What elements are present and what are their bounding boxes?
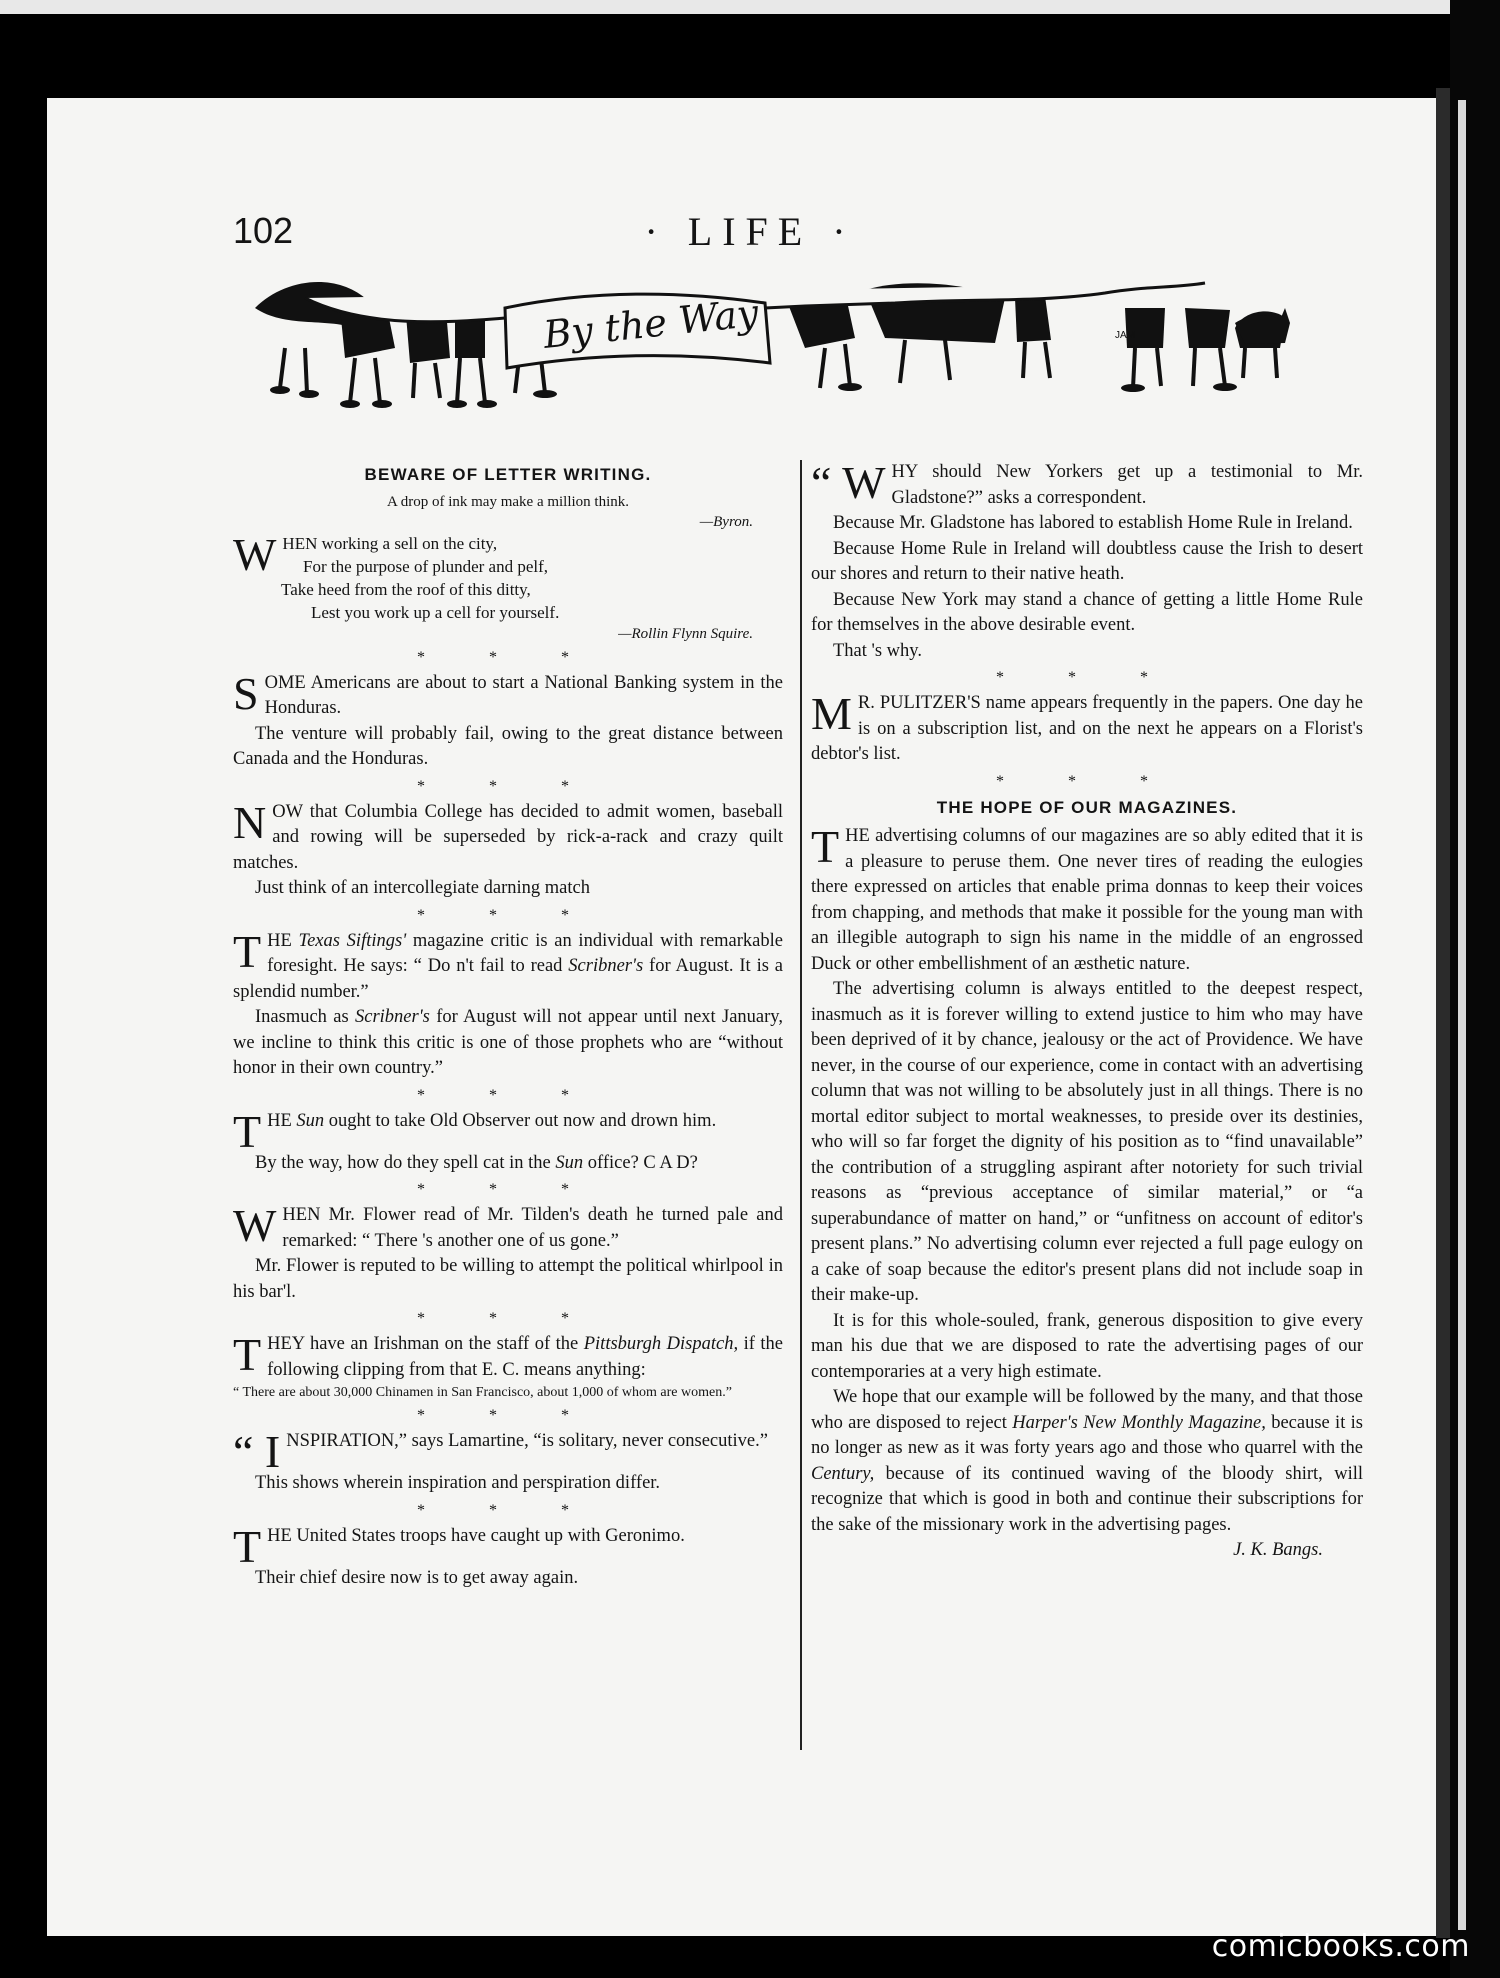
paragraph: SOME Americans are about to start a National Banking system in the Honduras. [233, 667, 783, 719]
verse-line: HEN working a sell on the city, [282, 533, 498, 553]
drop-cap: W [233, 528, 277, 580]
article-heading-magazines: THE HOPE OF OUR MAGAZINES. [936, 797, 1238, 817]
ornament: * * * [417, 1501, 599, 1519]
epigraph: A drop of ink may make a million think. [386, 493, 630, 510]
paragraph: It is for this whole-souled, frank, generous disposition to give every man his due that we are disposed to rate the advertising pages of our contemporaries at a very high estimate. [811, 1310, 1363, 1382]
paragraph: Just think of an intercollegiate darning match [255, 878, 590, 898]
banner-title: By the Way [541, 290, 761, 357]
ornament: * * * [417, 1407, 599, 1424]
drop-cap: N [233, 796, 267, 848]
paragraph: The advertising column is always entitled to the deepest respect, inasmuch as it is forever willing to extend justice to him who may have been deprived of it by chance, jealousy or the act of Providence. We have never, in the course of our experience, come in contact with an advertising column that was not willing to be absolutely just in all things. There is no mortal editor subject to mortal weaknesses, to preside over its destinies, who will so far forget the dignity of his position as to “find unavailable” the contribution of a struggling aspirant after notoriety for such trivial reasons as “previous acceptance of similar material,” or “a superabundance of matter on hand,” or “unfitness on account of editor's present plans.” No advertising column ever rejected a full page eulogy on a cake of soap because the editor's present plans did not include soap in their make-up. [811, 979, 1363, 1305]
paragraph: This shows wherein inspiration and perspiration differ. [255, 1473, 661, 1493]
paragraph: That 's why. [833, 640, 922, 661]
paragraph: Because New York may stand a chance of getting a little Home Rule for themselves in the above desirable event. [811, 589, 1363, 635]
drop-cap: “ W [811, 457, 886, 508]
paragraph: Because Home Rule in Ireland will doubtless cause the Irish to desert our shores and return to their native heath. [811, 538, 1363, 584]
paragraph: THE Texas Siftings' magazine critic is an individual with remarkable foresight. He says: “ Do n't fail to read Scribner's for August. It is a splendid number.” [233, 925, 783, 1002]
drop-cap: T [233, 1520, 262, 1572]
masthead-life: · LIFE · [644, 209, 856, 254]
ornament: * * * [417, 1086, 599, 1104]
next-page-edge [1458, 100, 1466, 1930]
scan-binding-shadow [1436, 88, 1450, 1938]
paragraph: WHEN Mr. Flower read of Mr. Tilden's death he turned pale and remarked: “ There 's another one of us gone.” [233, 1200, 783, 1251]
ornament: * * * [417, 648, 599, 666]
column-rule [800, 460, 802, 1750]
paragraph: By the way, how do they spell cat in the Sun office? C A D? [255, 1152, 698, 1173]
drop-cap: T [811, 821, 840, 872]
paragraph: Because Mr. Gladstone has labored to establish Home Rule in Ireland. [833, 513, 1353, 533]
drop-cap: M [811, 688, 852, 739]
left-column [233, 460, 783, 1591]
drop-cap: S [233, 667, 259, 719]
paragraph: M R. PULITZER'S name appears frequently in the papers. One day he is on a subscription list, and on the next he appears on a Florist's debtor's list. [811, 688, 1363, 764]
article-heading-letter-writing: BEWARE OF LETTER WRITING. [364, 465, 652, 484]
artist-monogram: JAM [1115, 330, 1135, 341]
epigraph-attribution: —Byron. [699, 513, 753, 530]
drop-cap: “ I [233, 1426, 281, 1477]
author-signature: J. K. Bangs. [1233, 1540, 1323, 1560]
watermark-site: comicbooks.com [1211, 1929, 1470, 1964]
ornament: * * * [417, 1181, 599, 1198]
ornament: * * * [996, 772, 1178, 790]
verse-line: For the purpose of plunder and pelf, [303, 556, 549, 576]
ornament: * * * [417, 1310, 599, 1327]
paragraph: “ W HY should New Yorkers get up a testimonial to Mr. Gladstone?” asks a correspondent. [811, 457, 1363, 508]
paragraph: Mr. Flower is reputed to be willing to attempt the political whirlpool in his bar'l. [233, 1256, 783, 1302]
verse-line: Lest you work up a cell for yourself. [311, 602, 560, 622]
paragraph: THEY have an Irishman on the staff of the Pittsburgh Dispatch, if the following clipping from that E. C. means anything: [233, 1329, 783, 1380]
verse-line: Take heed from the roof of this ditty, [281, 579, 531, 599]
paragraph: THE advertising columns of our magazines are so ably edited that it is a pleasure to peruse them. One never tires of reading the eulogies there expressed on articles that enable prima donnas to keep their voices from chapping, and methods that make it possible for the young man with an illegible autograph to sign his name in the middle of an engrossed Duck or other embellishment of an æsthetic nature. [811, 821, 1363, 974]
ornament: * * * [417, 906, 599, 924]
paragraph: NOW that Columbia College has decided to admit women, baseball and rowing will be superseded by rick-a-rack and crazy quilt matches. [233, 796, 783, 873]
ornament: * * * [417, 777, 599, 795]
by-the-way-banner-illustration [245, 268, 1290, 416]
page-number: 102 [233, 210, 294, 251]
scan-top-edge [0, 0, 1500, 14]
quoted-clipping: “ There are about 30,000 Chinamen in San Francisco, about 1,000 of whom are women.” [233, 1385, 732, 1400]
drop-cap: W [233, 1200, 277, 1251]
paragraph: We hope that our example will be followed by the many, and that those who are disposed to reject Harper's New Monthly Magazine, because it is no longer as new as it was forty years ago and those who quarrel with the Century, because of its continued waving of the bloody shirt, will recognize that which is good in both and continue their subscriptions for the sake of the missionary work in the advertising pages. [811, 1387, 1363, 1535]
paragraph: “ I NSPIRATION,” says Lamartine, “is solitary, never consecutive.” [233, 1426, 768, 1477]
verse-attribution: —Rollin Flynn Squire. [618, 625, 753, 642]
paragraph: Their chief desire now is to get away again. [255, 1567, 579, 1588]
verse [233, 528, 783, 624]
paragraph: THE Sun ought to take Old Observer out now and drown him. [233, 1105, 717, 1157]
paragraph: THE United States troops have caught up with Geronimo. [233, 1520, 685, 1572]
drop-cap: T [233, 1105, 262, 1157]
ornament: * * * [996, 669, 1178, 686]
paragraph: The venture will probably fail, owing to the great distance between Canada and the Honduras. [233, 723, 783, 769]
drop-cap: T [233, 1329, 262, 1380]
drop-cap: T [233, 925, 262, 977]
paragraph: Inasmuch as Scribner's for August will not appear until next January, we incline to think this critic is one of those prophets who are “without honor in their own country.” [233, 1007, 783, 1078]
right-column [811, 457, 1363, 1564]
